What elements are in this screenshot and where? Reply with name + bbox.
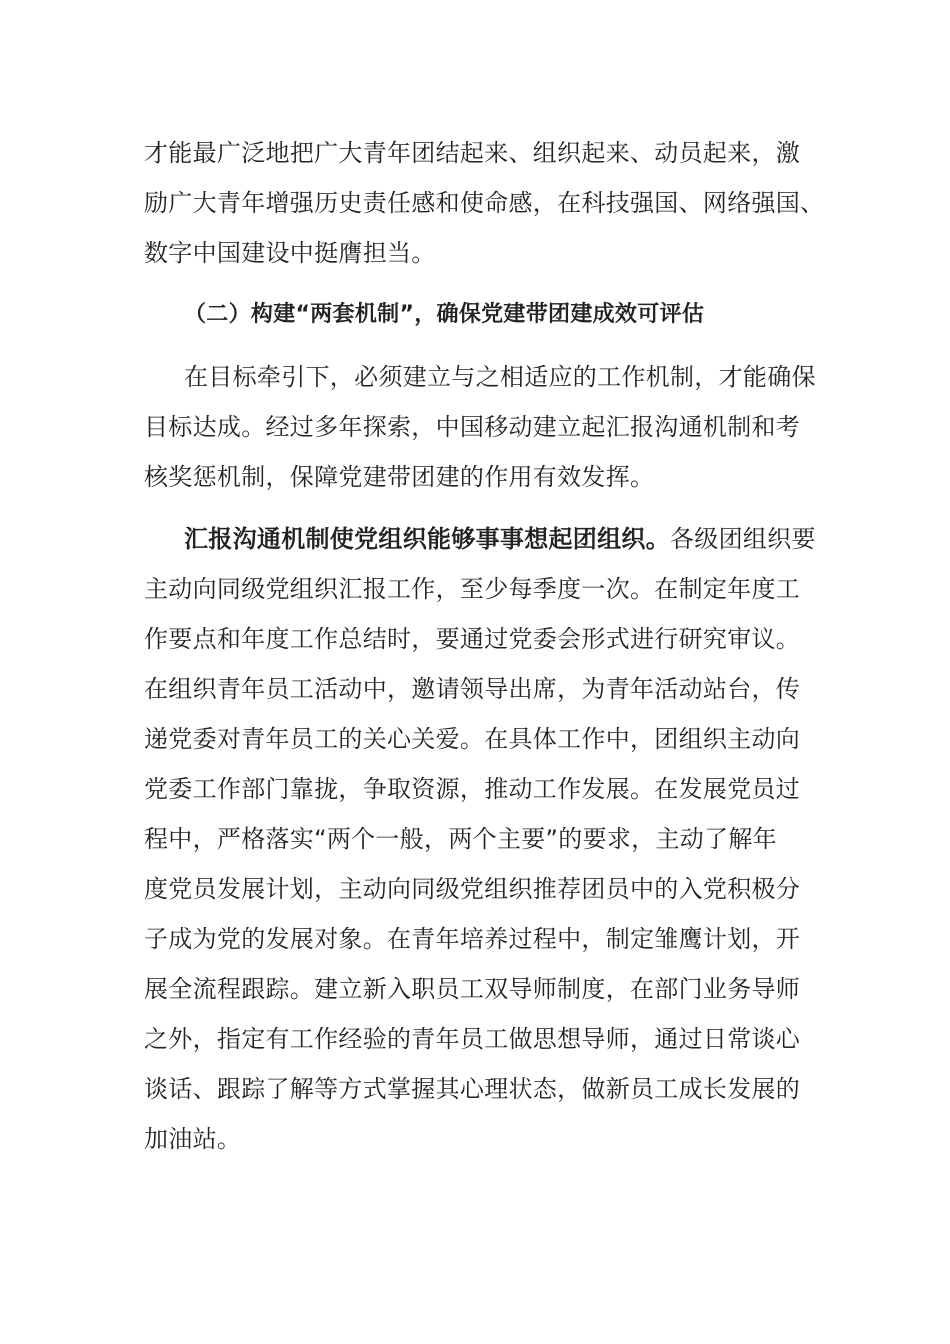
text-line: 党委工作部门靠拢，争取资源，推动工作发展。在发展党员过 bbox=[144, 775, 801, 803]
text-line: 目标达成。经过多年探索，中国移动建立起汇报沟通机制和考 bbox=[144, 413, 801, 441]
text-line: 谈话、跟踪了解等方式掌握其心理状态，做新员工成长发展的 bbox=[144, 1075, 801, 1103]
text-line: 作要点和年度工作总结时，要通过党委会形式进行研究审议。 bbox=[144, 625, 801, 653]
text-line: 展全流程跟踪。建立新入职员工双导师制度，在部门业务导师 bbox=[144, 975, 801, 1003]
text-line: 在目标牵引下，必须建立与之相适应的工作机制，才能确保 bbox=[184, 363, 816, 391]
document-body bbox=[144, 128, 825, 1164]
section-heading bbox=[144, 290, 808, 340]
text-line: 加油站。 bbox=[144, 1125, 242, 1153]
text-line: 递党委对青年员工的关心关爱。在具体工作中，团组织主动向 bbox=[144, 725, 801, 753]
lead-rest-text: 各级团组织要 bbox=[670, 525, 816, 553]
bold-lead-sentence: 汇报沟通机制使党组织能够事事想起团组织。 bbox=[184, 525, 670, 553]
text-line: 才能最广泛地把广大青年团结起来、组织起来、动员起来，激 bbox=[144, 139, 801, 167]
paragraph-mechanism-intro bbox=[144, 352, 816, 502]
paragraph-spacer bbox=[144, 340, 808, 352]
paragraph-spacer bbox=[144, 278, 808, 290]
section-heading-text: （二）构建“两套机制”，确保党建带团建成效可评估 bbox=[184, 302, 705, 327]
text-line: 数字中国建设中挺膺担当。 bbox=[144, 239, 436, 267]
text-line: 之外，指定有工作经验的青年员工做思想导师，通过日常谈心 bbox=[144, 1025, 801, 1053]
text-line bbox=[144, 514, 816, 564]
text-line: 程中，严格落实“两个一般，两个主要”的要求，主动了解年 bbox=[144, 825, 777, 853]
text-line: 励广大青年增强历史责任感和使命感，在科技强国、网络强国、 bbox=[144, 189, 825, 217]
text-line: 主动向同级党组织汇报工作，至少每季度一次。在制定年度工 bbox=[144, 575, 801, 603]
text-line: 在组织青年员工活动中，邀请领导出席，为青年活动站台，传 bbox=[144, 675, 801, 703]
paragraph-continuation bbox=[144, 128, 825, 278]
text-line: 核奖惩机制，保障党建带团建的作用有效发挥。 bbox=[144, 463, 655, 491]
text-line: 度党员发展计划，主动向同级党组织推荐团员中的入党积极分 bbox=[144, 875, 801, 903]
paragraph-reporting-mechanism bbox=[144, 514, 816, 1164]
text-line: 子成为党的发展对象。在青年培养过程中，制定雏鹰计划，开 bbox=[144, 925, 801, 953]
paragraph-spacer bbox=[144, 502, 808, 514]
